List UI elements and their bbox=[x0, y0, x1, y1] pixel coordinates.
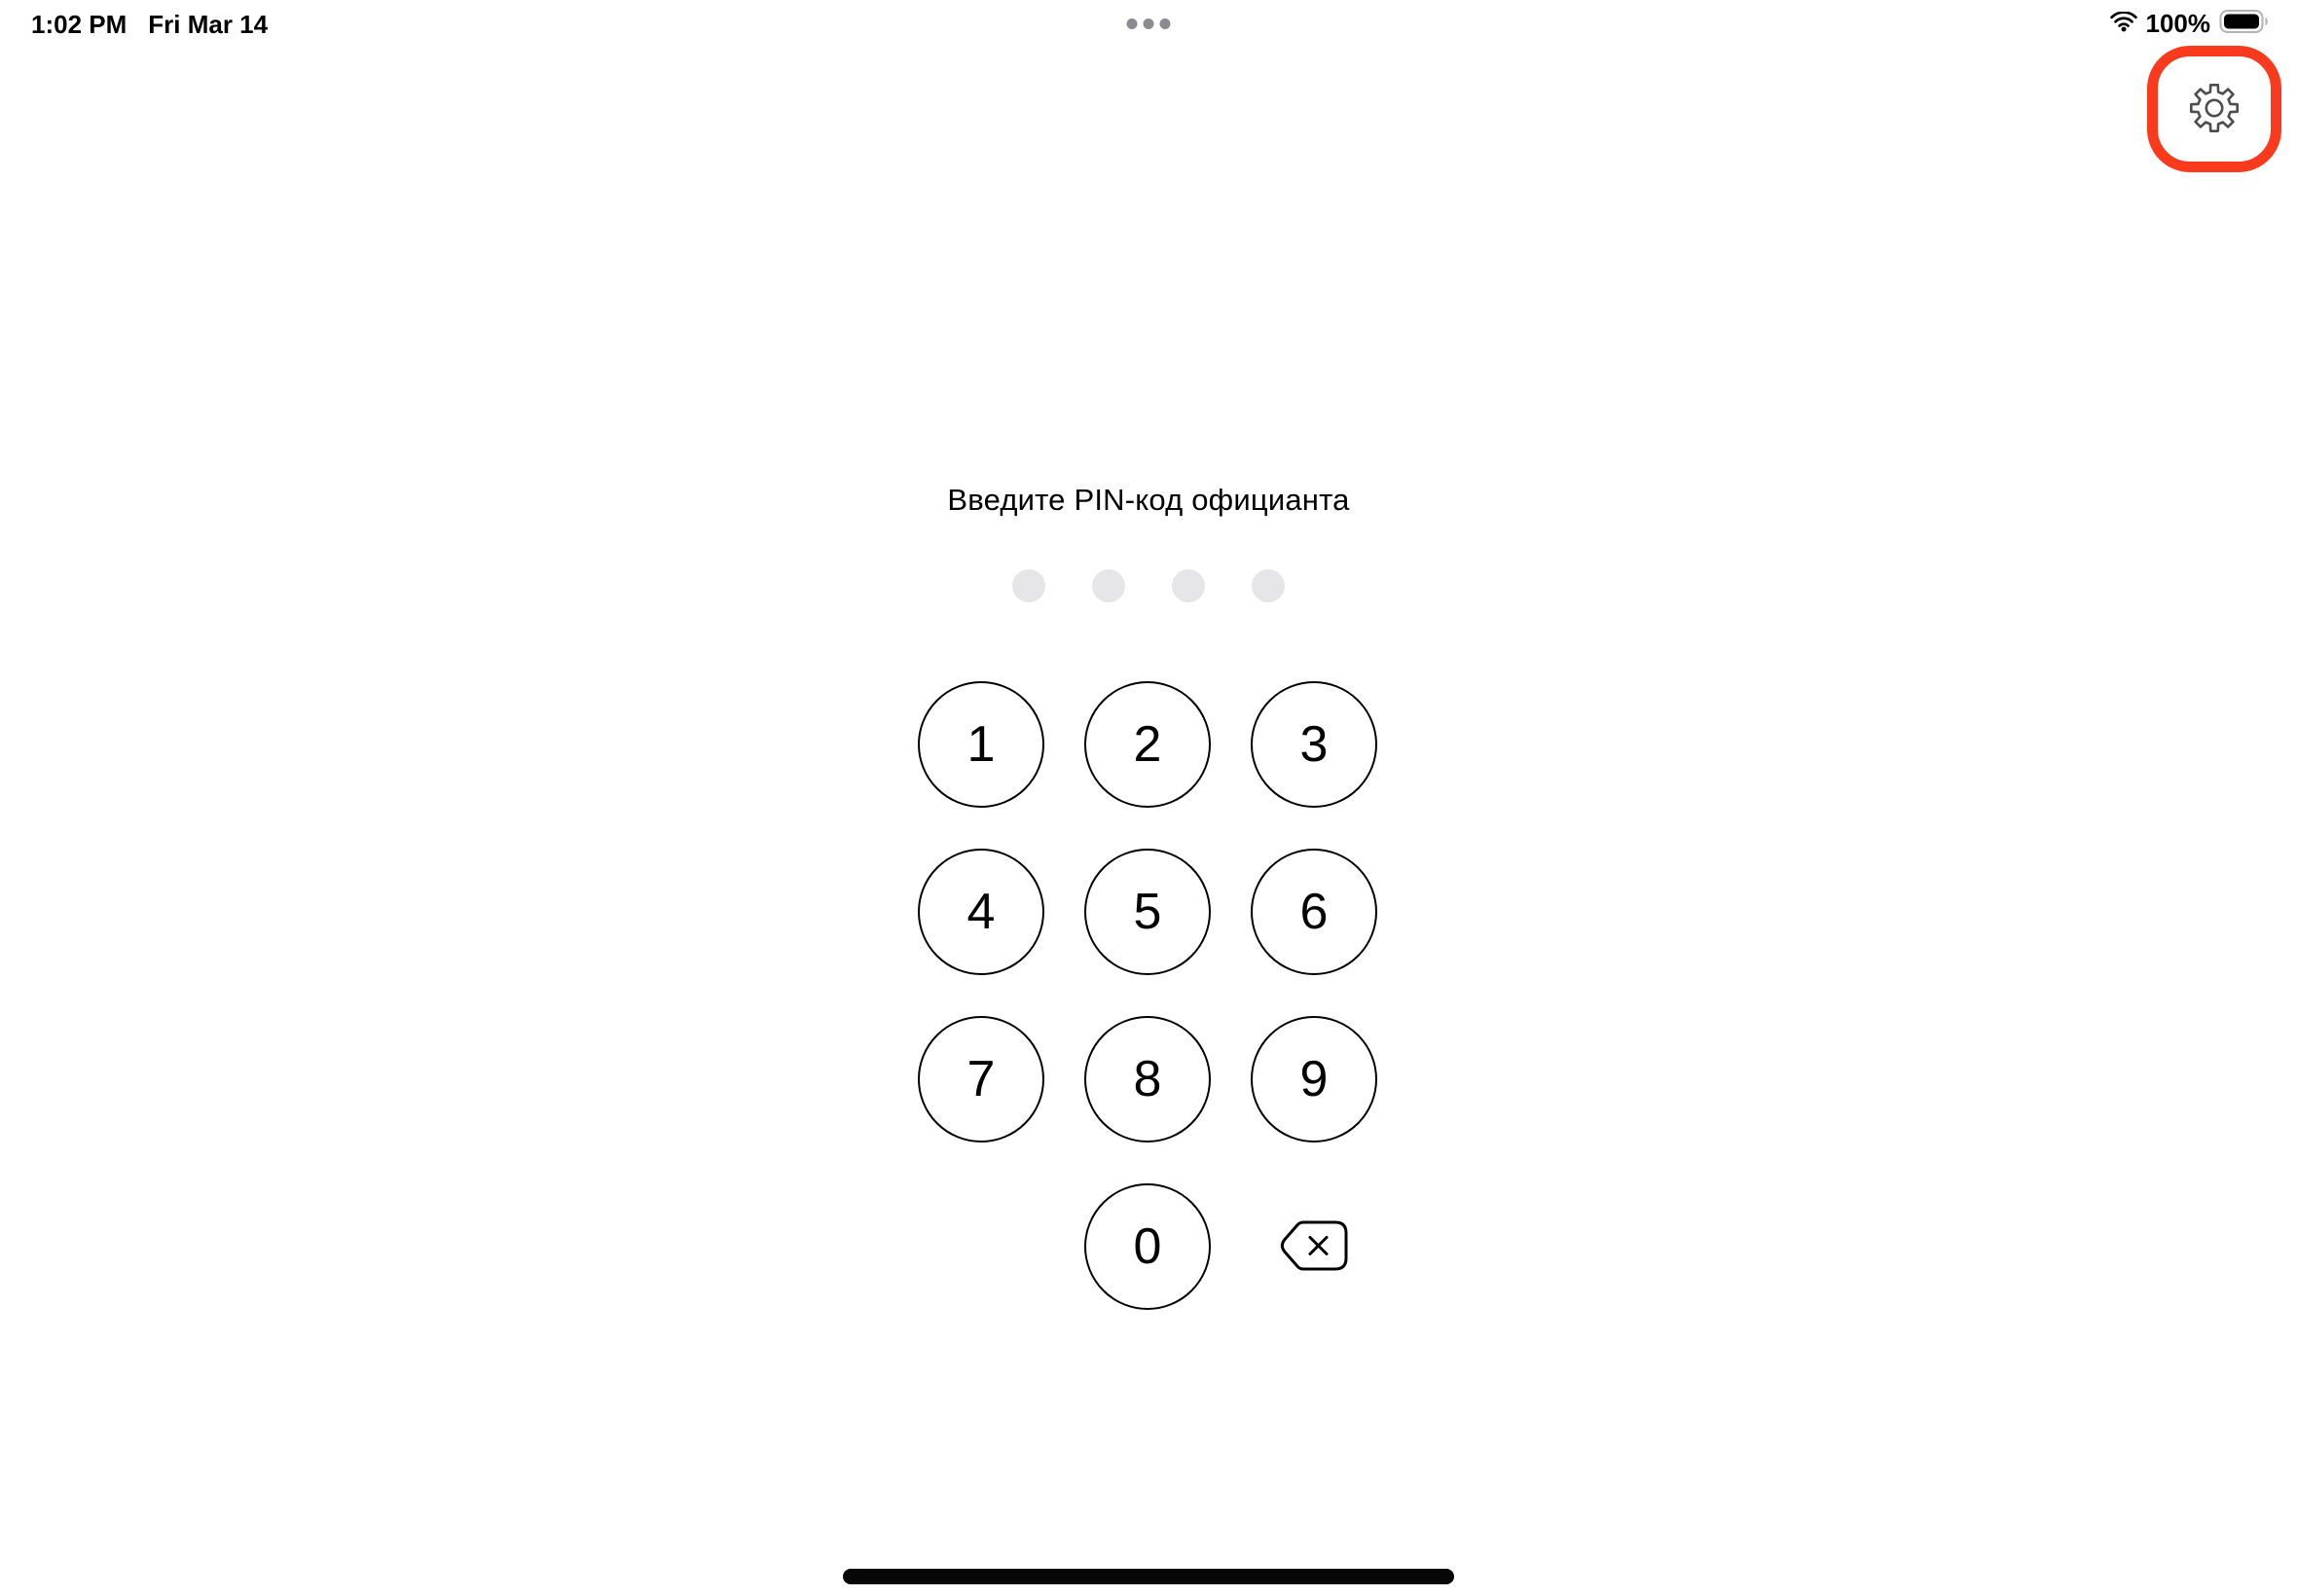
multitask-ellipsis-dots-icon[interactable] bbox=[1127, 18, 1171, 29]
key-9[interactable]: 9 bbox=[1251, 1016, 1377, 1143]
ellipsis-dot bbox=[1160, 18, 1171, 29]
ellipsis-dot bbox=[1144, 18, 1154, 29]
gear-icon bbox=[2180, 74, 2248, 145]
key-2[interactable]: 2 bbox=[1084, 681, 1211, 808]
status-bar-left bbox=[31, 10, 268, 40]
key-8[interactable]: 8 bbox=[1084, 1016, 1211, 1143]
key-1[interactable]: 1 bbox=[918, 681, 1044, 808]
status-bar-date: Fri Mar 14 bbox=[148, 10, 269, 39]
pin-dot-empty bbox=[1092, 569, 1125, 602]
pin-dot-empty bbox=[1012, 569, 1045, 602]
numeric-keypad bbox=[918, 681, 1377, 1310]
pin-dot-empty bbox=[1252, 569, 1285, 602]
backspace-button[interactable] bbox=[1251, 1183, 1377, 1310]
home-indicator[interactable] bbox=[843, 1569, 1454, 1584]
ellipsis-dot bbox=[1127, 18, 1138, 29]
key-5[interactable]: 5 bbox=[1084, 849, 1211, 975]
key-4[interactable]: 4 bbox=[918, 849, 1044, 975]
battery-full-icon bbox=[2219, 9, 2270, 39]
key-3[interactable]: 3 bbox=[1251, 681, 1377, 808]
status-bar-right bbox=[2110, 9, 2271, 39]
key-0[interactable]: 0 bbox=[1084, 1183, 1211, 1310]
pin-title: Введите PIN-код официанта bbox=[947, 483, 1350, 517]
backspace-icon bbox=[1279, 1219, 1349, 1275]
key-7[interactable]: 7 bbox=[918, 1016, 1044, 1143]
settings-button[interactable] bbox=[2171, 66, 2257, 152]
key-6[interactable]: 6 bbox=[1251, 849, 1377, 975]
pin-dots bbox=[1012, 569, 1285, 602]
pin-dot-empty bbox=[1172, 569, 1205, 602]
status-bar-time: 1:02 PM bbox=[31, 10, 128, 39]
battery-percent-label: 100% bbox=[2145, 9, 2210, 38]
wifi-icon bbox=[2110, 12, 2137, 37]
